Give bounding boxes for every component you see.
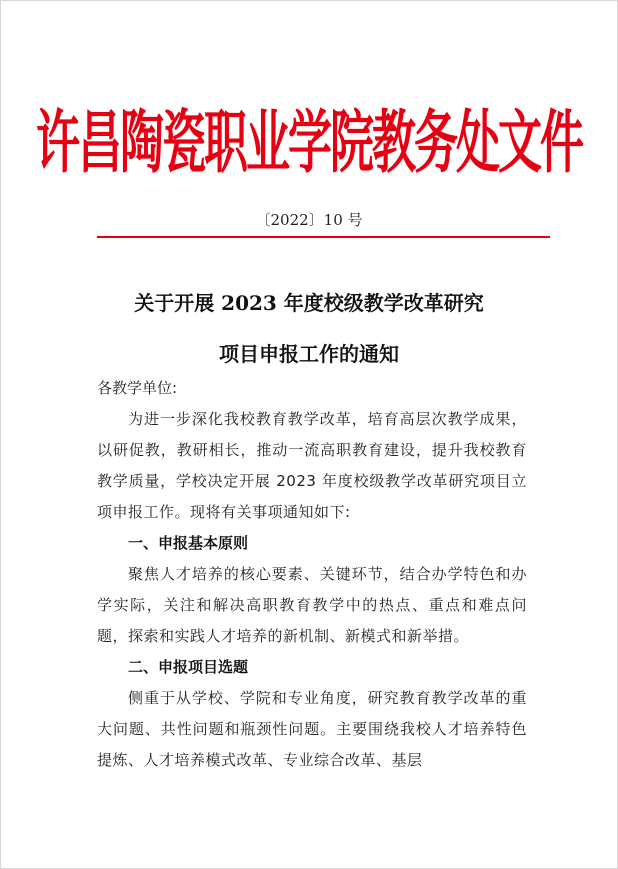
section-heading-topics: 二、申报项目选题: [128, 658, 249, 676]
issuer-red-header: 许昌陶瓷职业学院教务处文件: [36, 104, 582, 184]
section-heading-principles: 一、申报基本原则: [128, 534, 249, 552]
principles-paragraph: 聚焦人才培养的核心要素、关键环节，结合办学特色和办学实际，关注和解决高职教育教学中的热点、重点和难点问题，探索和实践人才培养的新机制、新模式和新举措。: [97, 565, 527, 645]
notice-title-line-1: 关于开展 2023 年度校级教学改革研究: [134, 291, 484, 315]
notice-body: [97, 373, 527, 776]
intro-paragraph: 为进一步深化我校教育教学改革，培育高层次教学成果，以研促教，教研相长，推动一流高职教育建设，提升我校教育教学质量，学校决定开展 2023 年度校级教学改革研究项目立项申报工作。现将有关事项通知如下:: [97, 410, 527, 521]
notice-title-line-2: 项目申报工作的通知: [219, 342, 399, 366]
red-divider-line: [97, 236, 550, 238]
salutation: 各教学单位:: [97, 379, 178, 397]
topics-paragraph: 侧重于从学校、学院和专业角度，研究教育教学改革的重大问题、共性问题和瓶颈性问题。主要围绕我校人才培养特色提炼、人才培养模式改革、专业综合改革、基层: [97, 689, 527, 769]
document-number: 〔2022〕10 号: [255, 211, 363, 229]
